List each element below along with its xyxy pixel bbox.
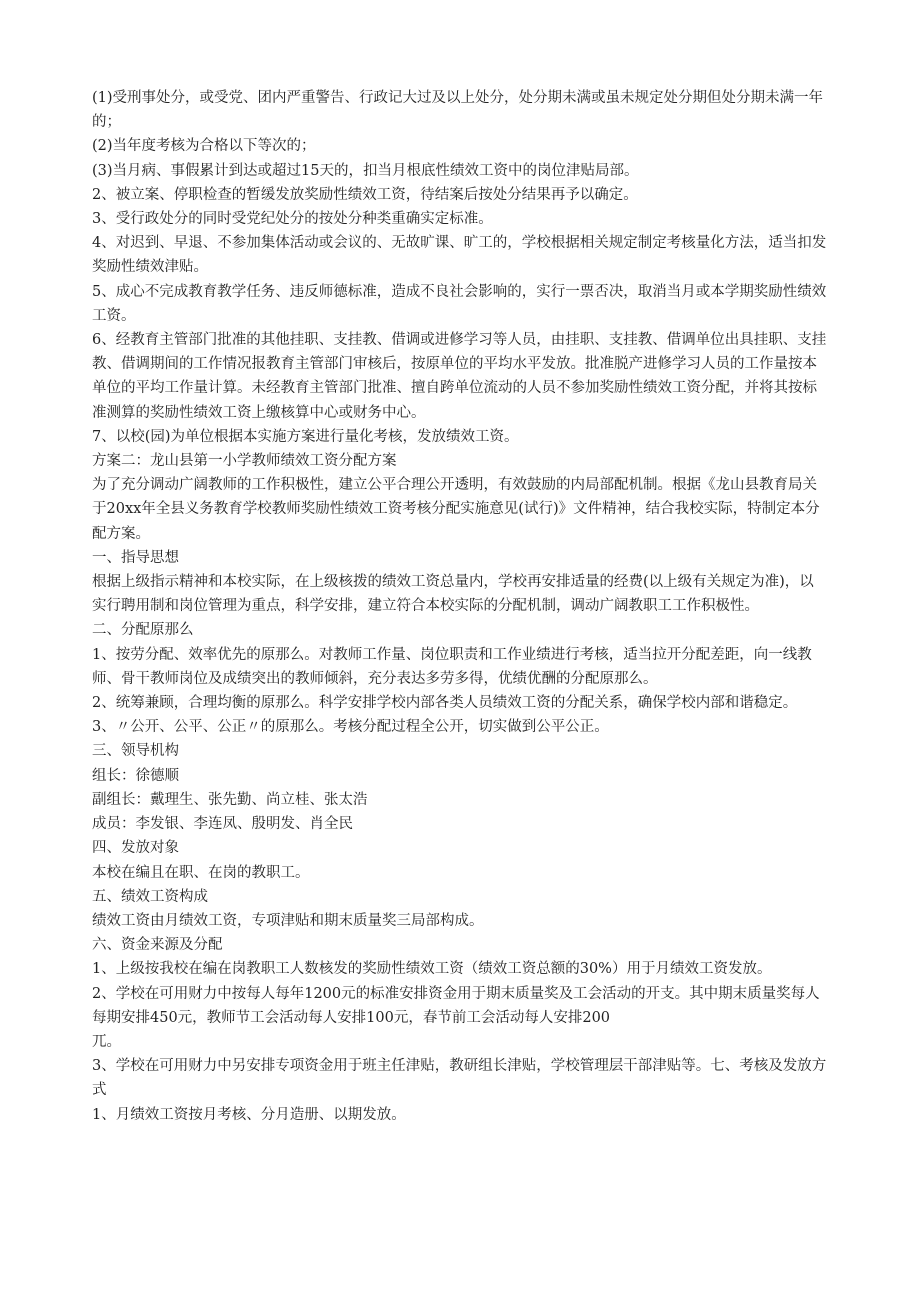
- paragraph-rule-7: 7、以校(园)为单位根据本实施方案进行量化考核，发放绩效工资。: [92, 428, 519, 445]
- paragraph-funding-2-tail: 兀。: [92, 1033, 121, 1050]
- paragraph-funding-2: 2、学校在可用财力中按每人每年1200元的标准安排资金用于期末质量奖及工会活动的开支。其中期末质量奖每人每期安排450元，教师节工会活动每人安排100元，春节前工会活动每人安排200: [92, 985, 820, 1026]
- paragraph-rule-5: 5、成心不完成教育教学任务、违反师德标准，造成不良社会影响的，实行一票否决，取消当月或本学期奖励性绩效工资。: [92, 283, 827, 324]
- paragraph-rule-4: 4、对迟到、早退、不参加集体活动或会议的、无故旷课、旷工的，学校根据相关规定制定考核量化方法，适当扣发奖励性绩效津贴。: [92, 235, 827, 276]
- paragraph-salary-composition: 绩效工资由月绩效工资，专项津贴和期末质量奖三局部构成。: [92, 912, 484, 929]
- heading-distribution-principles: 二、分配原那么: [92, 622, 194, 639]
- paragraph-penalty-3: (3)当月病、事假累计到达或超过15天的，扣当月根底性绩效工资中的岗位津贴局部。: [92, 162, 639, 179]
- plan-two-title: 方案二：龙山县第一小学教师绩效工资分配方案: [92, 453, 397, 470]
- paragraph-recipients: 本校在编且在职、在岗的教职工。: [92, 864, 310, 881]
- leader-line: 组长：徐德顺: [92, 767, 179, 784]
- paragraph-rule-3: 3、受行政处分的同时受党纪处分的按处分种类重确实定标准。: [92, 211, 493, 228]
- heading-funding: 六、资金来源及分配: [92, 937, 223, 954]
- paragraph-rule-6: 6、经教育主管部门批准的其他挂职、支挂教、借调或进修学习等人员，由挂职、支挂教、借调单位出具挂职、支挂教、借调期间的工作情况报教育主管部门审核后，按原单位的平均水平发放。批准脱产进修学习人员的工作量按本单位的平均工作量计算。未经教育主管部门批准、擅自跨单位流动的人员不参加奖励性绩效工资分配，并将其按标准测算的奖励性绩效工资上缴核算中心或财务中心。: [92, 332, 827, 421]
- paragraph-penalty-1: (1)受刑事处分，或受党、团内严重警告、行政记大过及以上处分，处分期未满或虽未规定处分期但处分期未满一年的；: [92, 90, 824, 131]
- paragraph-funding-1: 1、上级按我校在编在岗教职工人数核发的奖励性绩效工资（绩效工资总额的30%）用于月绩效工资发放。: [92, 961, 772, 978]
- deputy-leader-line: 副组长：戴理生、张先勤、尚立桂、张太浩: [92, 791, 368, 808]
- members-line: 成员：李发银、李连凤、殷明发、肖全民: [92, 816, 353, 833]
- paragraph-principle-1: 1、按劳分配、效率优先的原那么。对教师工作量、岗位职责和工作业绩进行考核，适当拉开分配差距，向一线教师、骨干教师岗位及成绩突出的教师倾斜，充分表达多劳多得，优绩优酬的分配原那么。: [92, 646, 812, 687]
- paragraph-assessment-1: 1、月绩效工资按月考核、分月造册、以期发放。: [92, 1106, 406, 1123]
- paragraph-guiding-ideology: 根据上级指示精神和本校实际，在上级核拨的绩效工资总量内，学校再安排适量的经费(以上级有关规定为准)，以实行聘用制和岗位管理为重点，科学安排，建立符合本校实际的分配机制，调动广阔教职工工作积极性。: [92, 574, 814, 615]
- paragraph-principle-3: 3、〃公开、公平、公正〃的原那么。考核分配过程全公开，切实做到公平公正。: [92, 719, 609, 736]
- heading-leadership: 三、领导机构: [92, 743, 179, 760]
- heading-salary-composition: 五、绩效工资构成: [92, 888, 208, 905]
- paragraph-principle-2: 2、统筹兼顾，合理均衡的原那么。科学安排学校内部各类人员绩效工资的分配关系，确保学校内部和谐稳定。: [92, 695, 798, 712]
- plan-two-intro: 为了充分调动广阔教师的工作积极性，建立公平合理公开透明，有效鼓励的内局部配机制。根据《龙山县教育局关于20xx年全县义务教育学校教师奖励性绩效工资考核分配实施意见(试行)》文件精神，结合我校实际，特制定本分配方案。: [92, 477, 820, 542]
- paragraph-funding-3: 3、学校在可用财力中另安排专项资金用于班主任津贴，教研组长津贴，学校管理层干部津贴等。七、考核及发放方式: [92, 1058, 827, 1099]
- heading-recipients: 四、发放对象: [92, 840, 179, 857]
- paragraph-penalty-2: (2)当年度考核为合格以下等次的；: [92, 138, 316, 155]
- heading-guiding-ideology: 一、指导思想: [92, 549, 179, 566]
- document-body: [92, 86, 827, 1127]
- paragraph-rule-2: 2、被立案、停职检查的暂缓发放奖励性绩效工资，待结案后按处分结果再予以确定。: [92, 186, 638, 203]
